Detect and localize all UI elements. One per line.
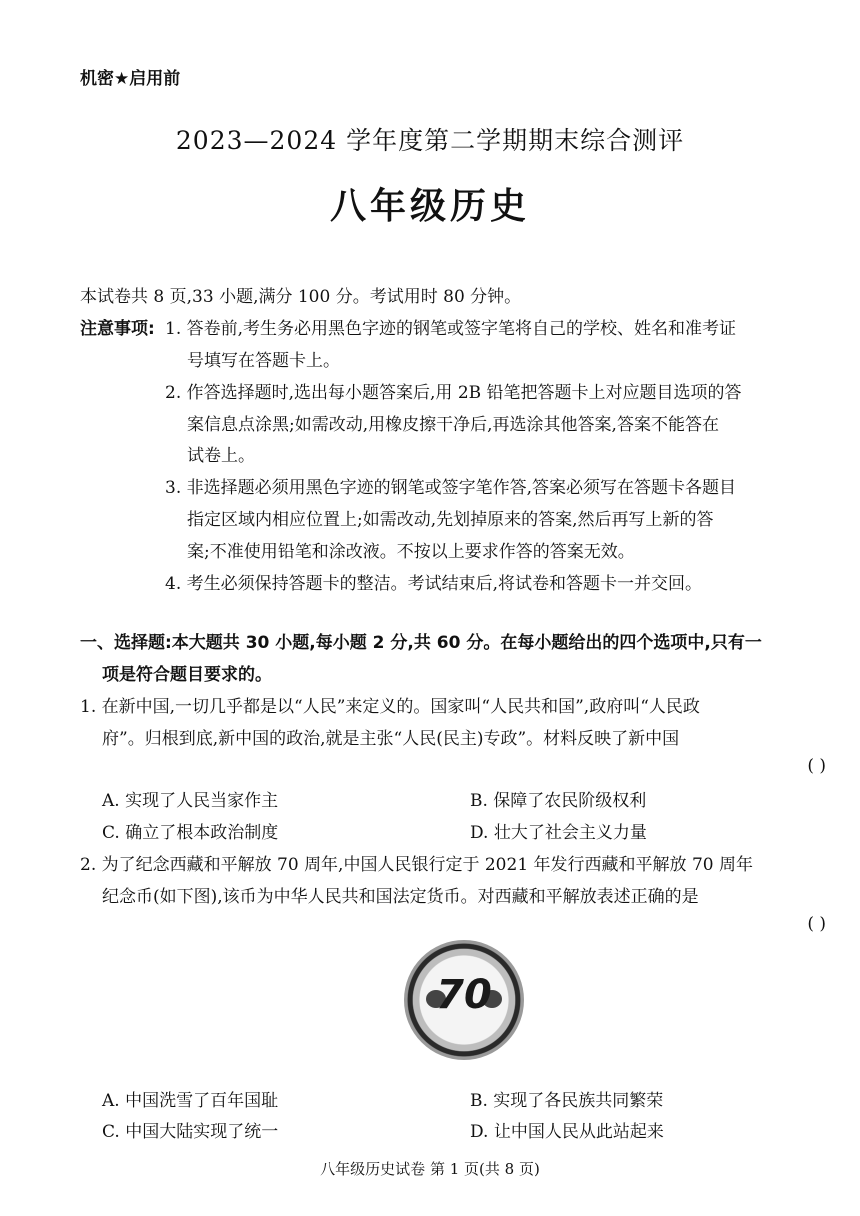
question-1-stem: 1. 在新中国,一切几乎都是以“人民”来定义的。国家叫“人民共和国”,政府叫“人民政 [80,697,700,717]
notice-label: 注意事项: [80,319,155,339]
page-footer: 八年级历史试卷 第 1 页(共 8 页) [320,1160,540,1178]
section-heading: 一、选择题:本大题共 30 小题,每小题 2 分,共 60 分。在每小题给出的四个选项中,只有一 [80,633,762,653]
notice-line: 2. 作答选择题时,选出每小题答案后,用 2B 铅笔把答题卡上对应题目选项的答 [165,383,742,403]
question-2-stem-cont: 纪念币(如下图),该币为中华人民共和国法定货币。对西藏和平解放表述正确的是 [102,887,699,907]
option-d: D. 让中国人民从此站起来 [470,1122,664,1142]
section-heading-cont: 项是符合题目要求的。 [102,665,272,685]
notice-line: 3. 非选择题必须用黑色字迹的钢笔或签字笔作答,答案必须写在答题卡各题目 [165,478,737,498]
notice-line: 案;不准使用铅笔和涂改液。不按以上要求作答的答案无效。 [187,542,635,562]
notice-line: 试卷上。 [187,446,255,466]
option-c: C. 中国大陆实现了统一 [102,1122,279,1142]
intro-text: 本试卷共 8 页,33 小题,满分 100 分。考试用时 80 分钟。 [80,287,522,307]
answer-bracket: ( ) [807,756,826,776]
subject-title: 八年级历史 [329,186,530,227]
question-1-stem-cont: 府”。归根到底,新中国的政治,就是主张“人民(民主)专政”。材料反映了新中国 [102,729,680,749]
notice-line: 4. 考生必须保持答题卡的整洁。考试结束后,将试卷和答题卡一并交回。 [165,574,703,594]
answer-bracket: ( ) [807,914,826,934]
commemorative-coin-image [404,940,524,1060]
option-d: D. 壮大了社会主义力量 [470,823,647,843]
notice-line: 案信息点涂黑;如需改动,用橡皮擦干净后,再选涂其他答案,答案不能答在 [187,415,719,435]
notice-line: 1. 答卷前,考生务必用黑色字迹的钢笔或签字笔将自己的学校、姓名和准考证 [165,319,737,339]
question-2-stem: 2. 为了纪念西藏和平解放 70 周年,中国人民银行定于 2021 年发行西藏和平解放 70 周年 [80,855,753,875]
confidential-mark: 机密★启用前 [80,69,181,89]
option-b: B. 保障了农民阶级权利 [470,791,647,811]
option-b: B. 实现了各民族共同繁荣 [470,1091,664,1111]
coin-number: 70 [436,972,492,1018]
option-a: A. 实现了人民当家作主 [102,791,279,811]
option-a: A. 中国洗雪了百年国耻 [102,1091,279,1111]
notice-line: 号填写在答题卡上。 [187,351,340,371]
notice-line: 指定区域内相应位置上;如需改动,先划掉原来的答案,然后再写上新的答 [187,510,714,530]
exam-title: 2023—2024 学年度第二学期期末综合测评 [175,126,685,155]
option-c: C. 确立了根本政治制度 [102,823,279,843]
